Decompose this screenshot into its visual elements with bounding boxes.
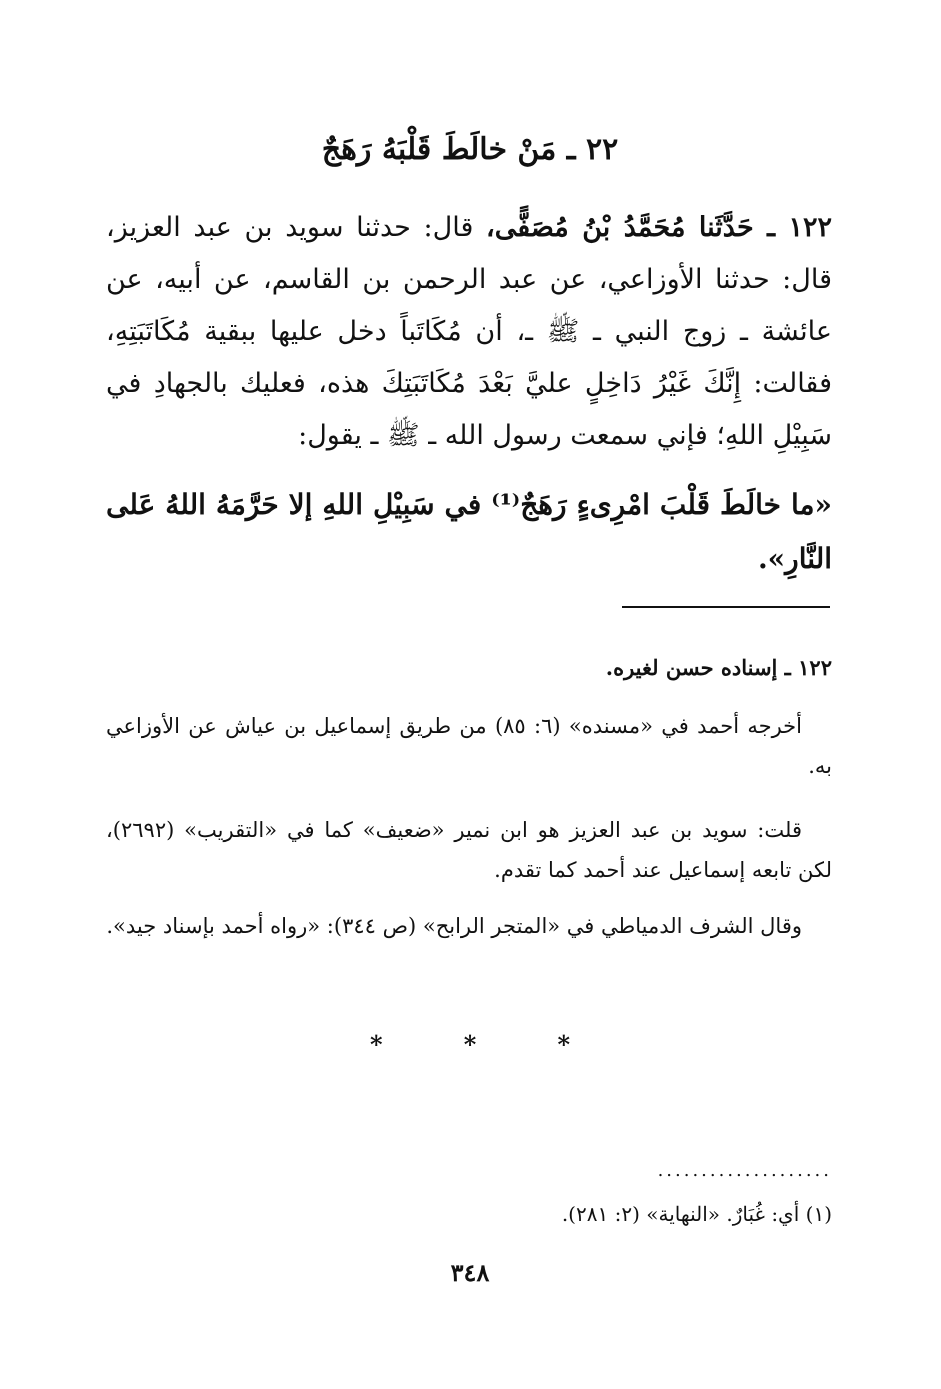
narrator-paragraph: قلت: سويد بن عبد العزيز هو ابن نمير «ضعيف» كما في «التقريب» (٢٦٩٢)، لكن تابعه إسماعيل عند أحمد كما تقدم. [106,818,832,882]
takhrij-paragraph: أخرجه أحمد في «مسنده» (٦: ٨٥) من طريق إسماعيل بن عياش عن الأوزاعي به. [106,714,832,778]
star-icon: * [557,1030,570,1059]
prophetic-saying: «ما خالَطَ قَلْبَ امْرِىءٍ رَهَجٌ⁽¹⁾ في سَبِيْلِ اللهِ إلا حَرَّمَهُ اللهُ عَلى النَّارِ». [106,488,832,575]
narrator-note [106,810,832,890]
grading-note: ١٢٢ ـ إسناده حسن لغيره. [605,655,832,680]
star-icon: * [463,1030,477,1059]
hadith-text [106,202,832,462]
dimyati-paragraph: وقال الشرف الدمياطي في «المتجر الرابح» (ص ٣٤٤): «رواه أحمد بإسناد جيد». [106,914,802,938]
dimyati-note [106,906,832,946]
footnote: (١) أي: غُبَارٌ. «النهاية» (٢: ٢٨١). [561,1202,832,1226]
hadith-chain-and-story: قال: حدثنا سويد بن عبد العزيز، قال: حدثنا الأوزاعي، عن عبد الرحمن بن القاسم، عن أبيه، عن عائشة ـ زوج النبي ـ ﷺ ـ، أن مُكَاتَباً دخل عليها ببقية مُكَاتَبَتِهِ، فقالت: إِنَّكَ غَيْرُ دَاخِلٍ عليَّ بَعْدَ مُكَاتَبَتِكَ هذه، فعليك بالجهادِ في سَبِيْلِ اللهِ؛ فإني سمعت رسول الله ـ ﷺ ـ يقول: [106,212,832,451]
takhrij-note [106,706,832,786]
page-number: ٣٤٨ [450,1258,490,1287]
star-icon: * [370,1030,383,1059]
chapter-title: ٢٢ ـ مَنْ خالَطَ قَلْبَهُ رَهَجٌ [321,132,619,167]
footnote-separator: .................... [657,1160,832,1181]
section-divider [622,606,830,608]
hadith-number-and-narrator: ١٢٢ ـ حَدَّثَنا مُحَمَّدُ بْنُ مُصَفًّى، [486,212,832,243]
section-separator-stars [370,1030,570,1059]
